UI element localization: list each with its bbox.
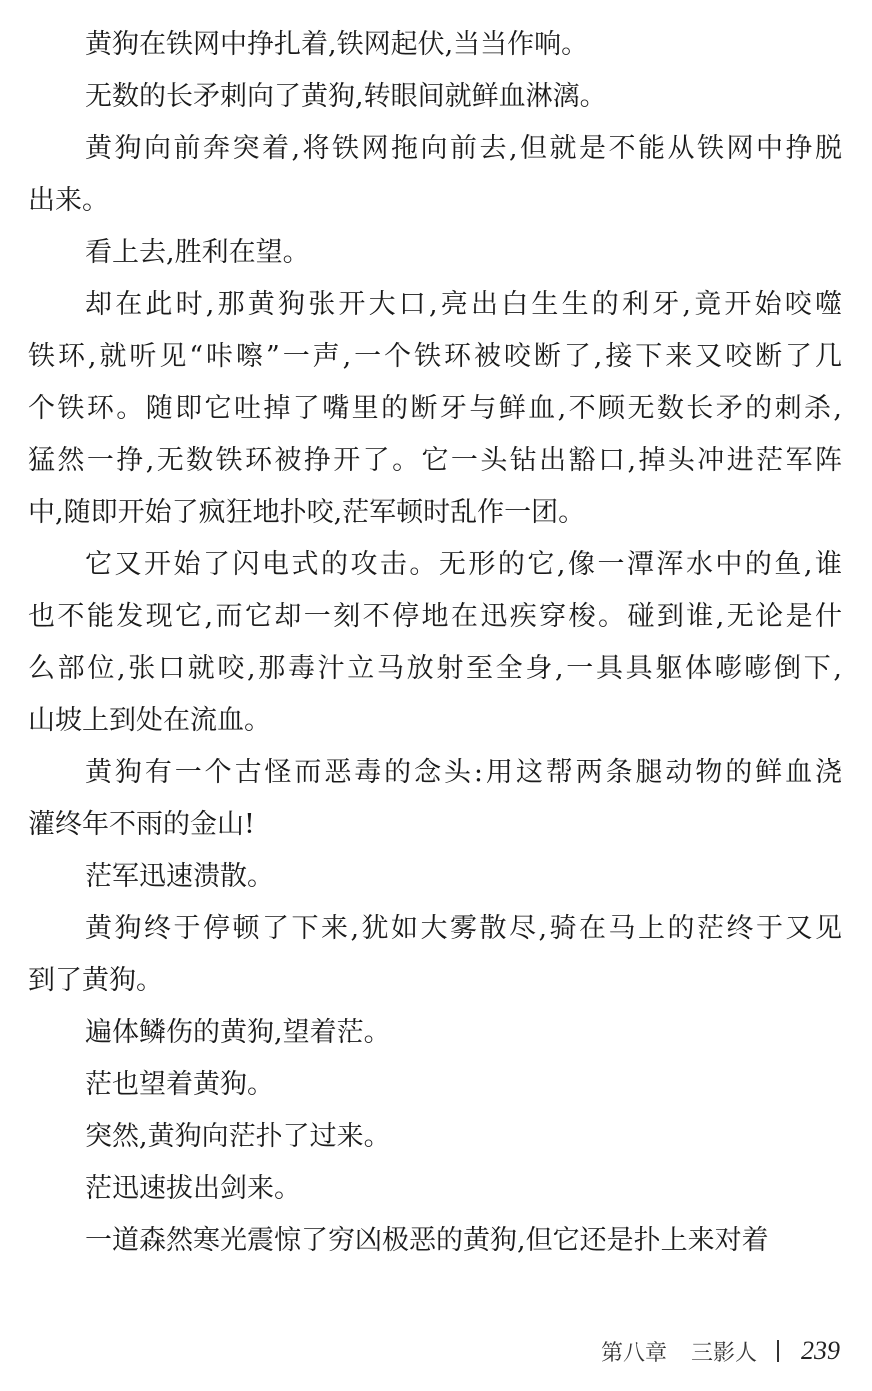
text-line: 山坡上到处在流血。 <box>28 705 271 736</box>
chapter-title: 三影人 <box>690 1340 757 1366</box>
paragraph <box>28 1062 842 1114</box>
text-line: 看上去,胜利在望。 <box>85 237 310 268</box>
text-line: 茫迅速拔出剑来。 <box>85 1173 301 1204</box>
paragraph <box>28 1218 842 1270</box>
page-footer <box>601 1333 840 1369</box>
paragraph <box>28 1166 842 1218</box>
paragraph <box>28 126 842 230</box>
paragraph <box>28 22 842 74</box>
chapter-label: 第八章 <box>600 1340 667 1366</box>
text-line: 突然,黄狗向茫扑了过来。 <box>85 1121 391 1152</box>
text-line: 黄狗向前奔突着,将铁网拖向前去,但就是不能从铁网中挣脱 <box>85 133 842 164</box>
text-line: 也不能发现它,而它却一刻不停地在迅疾穿梭。碰到谁,无论是什 <box>28 601 842 632</box>
text-line: 灌终年不雨的金山! <box>28 809 255 840</box>
footer-divider <box>777 1340 779 1362</box>
text-line: 它又开始了闪电式的攻击。无形的它,像一潭浑水中的鱼,谁 <box>85 549 842 580</box>
paragraph <box>28 1114 842 1166</box>
text-line: 铁环,就听见“咔嚓”一声,一个铁环被咬断了,接下来又咬断了几 <box>28 341 842 372</box>
page-number: 239 <box>801 1336 840 1365</box>
paragraph <box>28 750 842 854</box>
text-line: 猛然一挣,无数铁环被挣开了。它一头钻出豁口,掉头冲进茫军阵 <box>28 445 842 476</box>
paragraph <box>28 74 842 126</box>
text-line: 黄狗终于停顿了下来,犹如大雾散尽,骑在马上的茫终于又见 <box>85 913 842 944</box>
text-line: 无数的长矛刺向了黄狗,转眼间就鲜血淋漓。 <box>85 81 607 112</box>
text-line: 遍体鳞伤的黄狗,望着茫。 <box>85 1017 391 1048</box>
body-text <box>28 22 842 1270</box>
paragraph <box>28 854 842 906</box>
text-line: 出来。 <box>28 185 109 216</box>
text-line: 个铁环。随即它吐掉了嘴里的断牙与鲜血,不顾无数长矛的刺杀, <box>28 393 842 424</box>
paragraph <box>28 906 842 1010</box>
text-line: 茫也望着黄狗。 <box>85 1069 274 1100</box>
paragraph <box>28 1010 842 1062</box>
text-line: 黄狗有一个古怪而恶毒的念头:用这帮两条腿动物的鲜血浇 <box>85 757 842 788</box>
text-line: 到了黄狗。 <box>28 965 163 996</box>
paragraph <box>28 230 842 282</box>
text-line: 么部位,张口就咬,那毒汁立马放射至全身,一具具躯体嘭嘭倒下, <box>28 653 842 684</box>
paragraph <box>28 542 842 750</box>
text-line: 却在此时,那黄狗张开大口,亮出白生生的利牙,竟开始咬噬 <box>85 289 842 320</box>
text-line: 一道森然寒光震惊了穷凶极恶的黄狗,但它还是扑上来对着 <box>85 1225 769 1256</box>
text-line: 中,随即开始了疯狂地扑咬,茫军顿时乱作一团。 <box>28 497 586 528</box>
paragraph <box>28 282 842 542</box>
text-line: 茫军迅速溃散。 <box>85 861 274 892</box>
text-line: 黄狗在铁网中挣扎着,铁网起伏,当当作响。 <box>85 29 589 60</box>
